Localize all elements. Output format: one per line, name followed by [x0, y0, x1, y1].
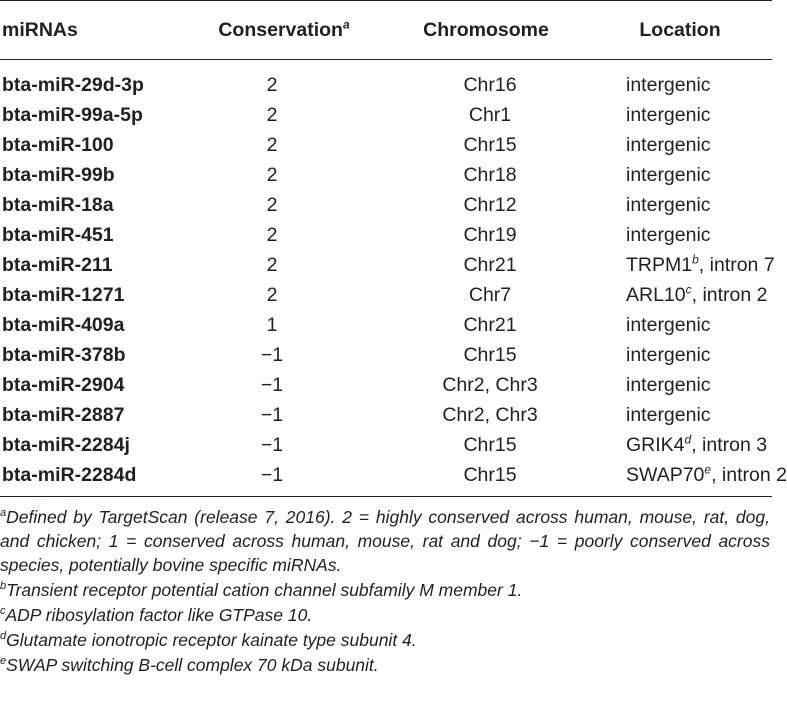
- footnote-text: Defined by TargetScan (release 7, 2016). 2 = highly conserved across human, mouse, rat, dog, and chicken; 1 = conserved across human, mouse, rat and dog; −1 = poorly conserved across species, potentially bovine specific miRNAs.: [0, 507, 770, 575]
- chromosome-cell: Chr15: [463, 134, 517, 156]
- location-intron: , intron 3: [691, 434, 768, 456]
- footnote-text: Glutamate ionotropic receptor kainate type subunit 4.: [6, 630, 417, 650]
- chromosome-cell: Chr21: [463, 254, 517, 276]
- footnote-mark: d: [0, 630, 7, 643]
- table-row: [0, 100, 772, 130]
- table-body: [0, 60, 787, 491]
- conservation-cell: 2: [266, 104, 278, 126]
- conservation-cell: 2: [266, 254, 278, 276]
- location-cell: [588, 250, 775, 280]
- table-row: [0, 400, 772, 430]
- mirna-name-cell: bta-miR-100: [2, 134, 114, 156]
- location-cell: intergenic: [626, 404, 711, 426]
- chromosome-cell: Chr16: [463, 74, 517, 96]
- location-gene: ARL10: [626, 284, 686, 306]
- footnote: [0, 505, 770, 577]
- table-row: [0, 160, 772, 190]
- conservation-cell: 2: [266, 134, 278, 156]
- footnote-mark: b: [692, 252, 699, 267]
- chromosome-cell: Chr2, Chr3: [442, 374, 538, 396]
- chromosome-cell: Chr15: [463, 434, 517, 456]
- table-row: [0, 190, 772, 220]
- location-cell: intergenic: [626, 74, 711, 96]
- mirna-name-cell: bta-miR-2904: [2, 374, 125, 396]
- footnote-mark: d: [684, 432, 692, 447]
- chromosome-cell: Chr1: [468, 104, 512, 126]
- chromosome-cell: Chr15: [463, 344, 517, 366]
- location-cell: intergenic: [626, 164, 711, 186]
- conservation-cell: 2: [266, 164, 278, 186]
- footnote: [0, 603, 770, 627]
- table-row: [0, 460, 772, 490]
- conservation-cell: 1: [266, 314, 278, 336]
- mirna-name-cell: bta-miR-1271: [2, 284, 125, 306]
- chromosome-cell: Chr21: [463, 314, 517, 336]
- conservation-cell: −1: [260, 404, 284, 426]
- table-row: [0, 280, 772, 310]
- location-intron: , intron 2: [711, 464, 787, 486]
- chromosome-cell: Chr2, Chr3: [442, 404, 538, 426]
- footnote-text: ADP ribosylation factor like GTPase 10.: [5, 605, 313, 625]
- location-cell: [588, 430, 772, 460]
- conservation-cell: −1: [260, 464, 284, 486]
- footnote-mark: c: [685, 282, 692, 297]
- mirna-name-cell: bta-miR-99a-5p: [2, 104, 143, 126]
- table-row: [0, 130, 772, 160]
- mirna-name-cell: bta-miR-2887: [2, 404, 125, 426]
- conservation-cell: 2: [266, 284, 278, 306]
- mirna-name-cell: bta-miR-99b: [2, 164, 115, 186]
- mirna-name-cell: bta-miR-2284d: [2, 464, 137, 486]
- table-row: [0, 340, 772, 370]
- footnote-mark: c: [0, 605, 6, 618]
- location-intron: , intron 2: [691, 284, 768, 306]
- location-cell: [588, 460, 787, 490]
- footnote: [0, 628, 770, 652]
- chromosome-cell: Chr12: [463, 194, 517, 216]
- header-conservation: [184, 1, 384, 60]
- footnote-mark-a: a: [342, 17, 350, 31]
- mirna-name-cell: bta-miR-29d-3p: [2, 74, 144, 96]
- footnote: [0, 653, 770, 677]
- chromosome-cell: Chr7: [468, 284, 512, 306]
- mirna-name-cell: bta-miR-378b: [2, 344, 126, 366]
- location-intron: , intron 7: [698, 254, 775, 276]
- location-gene: SWAP70: [626, 464, 705, 486]
- table-row: [0, 430, 772, 460]
- table-row: [0, 60, 772, 101]
- header-chromosome: Chromosome: [384, 1, 588, 60]
- chromosome-cell: Chr18: [463, 164, 517, 186]
- location-cell: [588, 280, 772, 310]
- chromosome-cell: Chr19: [463, 224, 517, 246]
- chromosome-cell: Chr15: [463, 464, 517, 486]
- table-footer-rule: [0, 496, 772, 497]
- table-footnotes: [0, 505, 770, 678]
- mirna-name-cell: bta-miR-18a: [2, 194, 114, 216]
- location-cell: intergenic: [626, 344, 711, 366]
- location-cell: intergenic: [626, 224, 711, 246]
- location-cell: intergenic: [626, 134, 711, 156]
- footnote-text: Transient receptor potential cation channel subfamily M member 1.: [6, 580, 523, 600]
- conservation-cell: 2: [266, 224, 278, 246]
- header-mirnas: miRNAs: [0, 1, 184, 60]
- footnote-mark: a: [0, 507, 7, 520]
- conservation-cell: 2: [266, 74, 278, 96]
- table-header: [0, 1, 772, 60]
- mirna-name-cell: bta-miR-211: [2, 254, 113, 276]
- location-gene: GRIK4: [626, 434, 685, 456]
- footnote-mark: e: [704, 462, 712, 477]
- table-row: [0, 220, 772, 250]
- mirna-name-cell: bta-miR-2284j: [2, 434, 130, 456]
- location-cell: intergenic: [626, 194, 711, 216]
- footnote: [0, 578, 770, 602]
- header-location: Location: [588, 1, 772, 60]
- location-cell: intergenic: [626, 374, 711, 396]
- location-cell: intergenic: [626, 314, 711, 336]
- table-row: [0, 250, 772, 280]
- location-cell: intergenic: [626, 104, 711, 126]
- table-row: [0, 370, 772, 400]
- footnote-text: SWAP switching B-cell complex 70 kDa subunit.: [6, 655, 379, 675]
- table-row: [0, 310, 772, 340]
- mirna-name-cell: bta-miR-451: [2, 224, 114, 246]
- conservation-cell: −1: [260, 434, 284, 456]
- conservation-cell: −1: [260, 374, 284, 396]
- footnote-mark: e: [0, 655, 7, 668]
- mirna-name-cell: bta-miR-409a: [2, 314, 125, 336]
- conservation-cell: 2: [266, 194, 278, 216]
- footnote-mark: b: [0, 580, 7, 593]
- conservation-cell: −1: [260, 344, 284, 366]
- location-gene: TRPM1: [626, 254, 693, 276]
- header-conservation-label: Conservation: [218, 18, 343, 41]
